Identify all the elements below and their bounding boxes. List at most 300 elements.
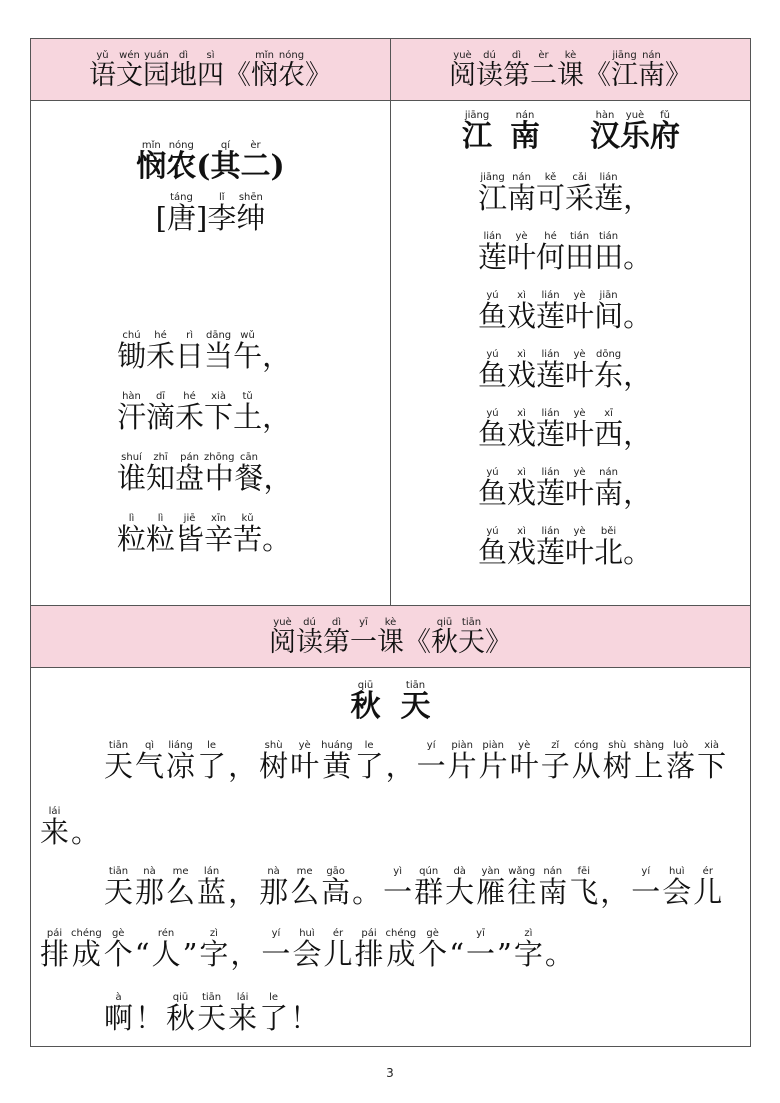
text-title [351,680,431,722]
hanzi: 飞 [569,875,599,909]
pinyin: hàn [595,110,615,121]
pinyin: yì [393,866,402,877]
syllable [401,680,431,722]
hanzi: 凉 [166,749,196,783]
syllable [204,391,233,432]
pinyin: shàng [633,740,665,751]
syllable [634,740,664,781]
hanzi: 戏 [507,358,537,392]
pinyin: kǔ [241,513,254,524]
pinyin: kě [544,172,557,183]
hanzi: 啊 [104,1001,134,1035]
hanzi: 南 [538,875,568,909]
pinyin: yè [515,231,528,242]
hanzi: 第 [503,60,530,91]
syllable [594,408,623,449]
hanzi: 戏 [507,417,537,451]
hanzi: 。 [623,240,653,274]
hanzi: ” [182,937,198,971]
syllable [290,740,319,781]
syllable [594,172,623,213]
syllable [594,467,623,508]
syllable [259,740,288,781]
hanzi: 天 [400,689,431,724]
syllable [261,928,290,969]
hanzi: 。 [544,937,574,971]
hanzi: 二 [530,60,557,91]
hanzi: 《 [224,60,251,91]
pinyin: jiāng [612,50,637,61]
syllable [536,290,565,331]
pinyin: tiān [108,866,129,877]
hanzi: 鱼 [478,535,508,569]
hanzi: 会 [662,875,692,909]
syllable [600,866,629,907]
hanzi: 间 [594,299,624,333]
pinyin: lián [541,467,560,478]
syllable [565,526,594,567]
page-number: 3 [386,1066,394,1080]
poem-title-row [462,110,680,152]
hanzi: ， [230,937,260,971]
hanzi: 农 [166,149,197,184]
pinyin: xià [211,391,226,402]
syllable [603,740,632,781]
hanzi: 戏 [507,299,537,333]
syllable [259,992,288,1033]
syllable [594,526,623,567]
hanzi: 汉 [590,119,620,154]
syllable [104,992,133,1033]
hanzi: 第 [323,627,350,658]
pinyin: wǔ [240,330,255,341]
pinyin: qiū [357,680,374,691]
pinyin: nóng [168,140,194,151]
hanzi: ， [623,417,653,451]
text-line [104,992,319,1033]
hanzi: 儿 [693,875,723,909]
syllable [71,806,100,847]
hanzi: 当 [204,339,234,373]
hanzi: 成 [71,937,101,971]
pinyin: yè [518,740,531,751]
syllable [662,866,691,907]
hanzi: 会 [292,937,322,971]
hanzi: 叶 [565,358,595,392]
hanzi: 雁 [476,875,506,909]
syllable [507,231,536,272]
syllable [166,140,196,182]
syllable [594,349,623,390]
pinyin: zǐ [551,740,560,751]
poem-author [590,110,680,152]
header-text [269,617,512,656]
poem-author [156,192,266,233]
hanzi: 《 [584,60,611,91]
syllable [572,740,601,781]
hanzi: 来 [40,815,70,849]
syllable [290,992,319,1033]
syllable [431,617,458,656]
hanzi: 莲 [536,299,566,333]
pinyin: tiān [405,680,426,691]
syllable [224,50,251,89]
syllable [590,110,620,152]
hanzi: 天 [197,1001,227,1035]
pinyin: yuè [273,617,292,628]
hanzi: 悯 [251,60,278,91]
poem-line [117,391,292,432]
pinyin: piàn [451,740,473,751]
hanzi: ， [623,181,653,215]
pinyin: me [172,866,189,877]
pinyin: dī [155,391,166,402]
syllable [693,866,722,907]
pinyin: ér [332,928,344,939]
syllable [352,866,381,907]
syllable [383,866,412,907]
syllable [631,866,660,907]
syllable [351,680,381,722]
syllable [507,172,536,213]
syllable [458,617,485,656]
hanzi: 禾 [146,339,176,373]
pinyin: yú [486,408,499,419]
hanzi: 四 [197,60,224,91]
syllable [462,110,492,152]
hanzi: 字 [513,937,543,971]
syllable [152,928,181,969]
pinyin: dōng [595,349,622,360]
syllable [251,50,278,89]
hanzi: 莲 [536,476,566,510]
hanzi: 儿 [323,937,353,971]
hanzi: 读 [296,627,323,658]
syllable [204,513,233,554]
syllable [478,290,507,331]
hanzi: 悯 [136,149,167,184]
hanzi: ！ [135,1001,165,1035]
syllable [117,330,146,371]
hanzi: 大 [445,875,475,909]
syllable [262,513,291,554]
pinyin: dì [178,50,189,61]
hanzi: 天 [104,875,134,909]
syllable [536,408,565,449]
syllable [296,617,323,656]
hanzi: 莲 [478,240,508,274]
hanzi: 天 [104,749,134,783]
syllable [507,290,536,331]
pinyin: nán [642,50,661,61]
syllable [478,349,507,390]
hanzi: 莲 [594,181,624,215]
syllable [623,231,652,272]
pinyin: nán [515,110,535,121]
syllable [449,50,476,89]
syllable [611,50,638,89]
syllable [135,992,164,1033]
hanzi: 乐 [620,119,650,154]
syllable [104,928,133,969]
hanzi: 么 [166,875,196,909]
syllable [530,50,557,89]
pinyin: shù [608,740,627,751]
syllable [536,467,565,508]
syllable [623,526,652,567]
syllable [146,452,175,493]
syllable [323,617,350,656]
pinyin: lián [541,349,560,360]
syllable [510,110,540,152]
pinyin: hàn [122,391,141,402]
syllable [697,740,726,781]
hanzi: 北 [594,535,624,569]
pinyin: gè [426,928,439,939]
syllable [166,866,195,907]
pinyin: piàn [482,740,504,751]
pinyin: jiē [183,513,196,524]
poem-line [117,330,292,371]
hanzi: ， [228,875,258,909]
pinyin: dì [331,617,342,628]
pinyin: huì [669,866,685,877]
hanzi: 黄 [322,749,352,783]
pinyin: gāo [326,866,345,877]
hanzi: 地 [170,60,197,91]
hanzi: ” [497,937,512,971]
hanzi: 成 [386,937,416,971]
pinyin: yuán [144,50,169,61]
hanzi: 下 [204,400,234,434]
syllable [233,391,262,432]
syllable [116,50,143,89]
pinyin: hé [154,330,167,341]
syllable [594,290,623,331]
poem-lines-minnong [117,330,292,554]
hanzi: 秋 [350,689,381,724]
hanzi: 叶 [290,749,320,783]
hanzi: 子 [540,749,570,783]
hanzi: 中 [204,461,234,495]
hanzi: 锄 [117,339,147,373]
pinyin: le [207,740,217,751]
hanzi: 了 [354,749,384,783]
hanzi: 字 [199,937,229,971]
pinyin: yí [641,866,651,877]
syllable [117,391,146,432]
hanzi: 叶 [565,417,595,451]
syllable [71,928,102,969]
pinyin: nà [143,866,156,877]
pinyin: tiān [108,740,129,751]
pinyin: cóng [574,740,599,751]
syllable [104,866,133,907]
syllable [594,231,623,272]
poem-line [478,526,652,567]
hanzi: 戏 [507,476,537,510]
hanzi: 一 [383,875,413,909]
syllable [476,866,505,907]
hanzi: 二 [240,149,271,184]
hanzi: 排 [40,937,70,971]
hanzi: 从 [571,749,601,783]
syllable [623,349,652,390]
hanzi: 午 [233,339,263,373]
pinyin: tián [598,231,619,242]
hanzi: 排 [354,937,384,971]
hanzi: 莲 [536,358,566,392]
pinyin: xià [704,740,720,751]
hanzi: 秋 [166,1001,196,1035]
hanzi: 气 [135,749,165,783]
syllable [321,740,353,781]
hanzi: 南 [638,60,665,91]
pinyin: kè [384,617,397,628]
hanzi: 一 [631,875,661,909]
syllable [263,452,292,493]
pinyin: xīn [211,513,227,524]
hanzi: 南 [510,119,540,154]
syllable [569,866,598,907]
hanzi: 蓝 [197,875,227,909]
syllable [478,231,507,272]
poem-line [117,513,292,554]
syllable [466,928,495,969]
pinyin: qiū [172,992,189,1003]
section-header-minnong [30,38,391,101]
hanzi: 盘 [175,461,205,495]
pinyin: wǎng [508,866,536,877]
hanzi: 》 [485,627,512,658]
syllable [665,50,692,89]
syllable [199,928,228,969]
hanzi: 了 [259,1001,289,1035]
hanzi: 读 [476,60,503,91]
poem-title [136,140,284,182]
text-title-row [30,680,751,722]
hanzi: 戏 [507,535,537,569]
pinyin: rì [186,330,193,341]
hanzi: ， [600,875,630,909]
hanzi: 园 [143,60,170,91]
hanzi: 那 [259,875,289,909]
pinyin: tiān [201,992,222,1003]
pinyin: lì [157,513,164,524]
pinyin: èr [538,50,549,61]
hanzi: ， [623,358,653,392]
syllable [418,928,447,969]
syllable [476,50,503,89]
text-box-qiutian [30,667,751,1047]
hanzi: 秋 [431,627,458,658]
syllable [204,330,233,371]
syllable [136,140,166,182]
poem-minnong [30,140,391,233]
hanzi: 。 [71,815,101,849]
hanzi: 高 [321,875,351,909]
hanzi: 一 [261,937,291,971]
hanzi: 汗 [117,400,147,434]
syllable [478,526,507,567]
syllable [175,452,204,493]
syllable [565,172,594,213]
hanzi: 粒 [146,522,176,556]
pinyin: sì [206,50,215,61]
hanzi: 莲 [536,417,566,451]
pinyin: yuè [625,110,645,121]
hanzi: 文 [116,60,143,91]
hanzi: 何 [536,240,566,274]
syllable [211,140,241,182]
hanzi: 西 [594,417,624,451]
hanzi: 采 [565,181,595,215]
hanzi: 江 [462,119,492,154]
syllable [478,408,507,449]
syllable [507,408,536,449]
hanzi: 苦 [233,522,263,556]
syllable [620,110,650,152]
hanzi: ， [623,476,653,510]
syllable [485,617,512,656]
hanzi: 田 [565,240,595,274]
syllable [404,617,431,656]
hanzi: ( [196,149,211,184]
pinyin: mǐn [255,50,274,61]
pinyin: yè [573,526,586,537]
syllable [386,740,415,781]
hanzi: 片 [478,749,508,783]
pinyin: dì [511,50,522,61]
syllable [321,866,350,907]
pinyin: dà [453,866,466,877]
pinyin: liáng [168,740,193,751]
pinyin: yè [573,349,586,360]
syllable [233,513,262,554]
text-line [104,866,722,907]
pinyin: dú [483,50,496,61]
hanzi: 树 [259,749,289,783]
syllable [146,391,175,432]
pinyin: lì [128,513,135,524]
hanzi: 农 [278,60,305,91]
hanzi: 皆 [175,522,205,556]
hanzi: 日 [175,339,205,373]
pinyin: xì [517,526,526,537]
syllable [557,50,584,89]
pinyin: yú [486,349,499,360]
hanzi: 那 [135,875,165,909]
hanzi: 谁 [117,461,147,495]
pinyin: táng [170,192,193,203]
hanzi: [ [155,201,167,235]
hanzi: 阅 [449,60,476,91]
syllable [204,452,234,493]
hanzi: 叶 [507,240,537,274]
syllable [536,231,565,272]
syllable [445,866,474,907]
syllable [417,740,446,781]
hanzi: 天 [458,627,485,658]
poem-lines-jiangnan [478,172,652,567]
hanzi: ， [262,339,292,373]
syllable [117,452,146,493]
syllable [262,391,291,432]
hanzi: 叶 [565,535,595,569]
pinyin: dāng [205,330,232,341]
syllable [228,866,257,907]
hanzi: 树 [602,749,632,783]
